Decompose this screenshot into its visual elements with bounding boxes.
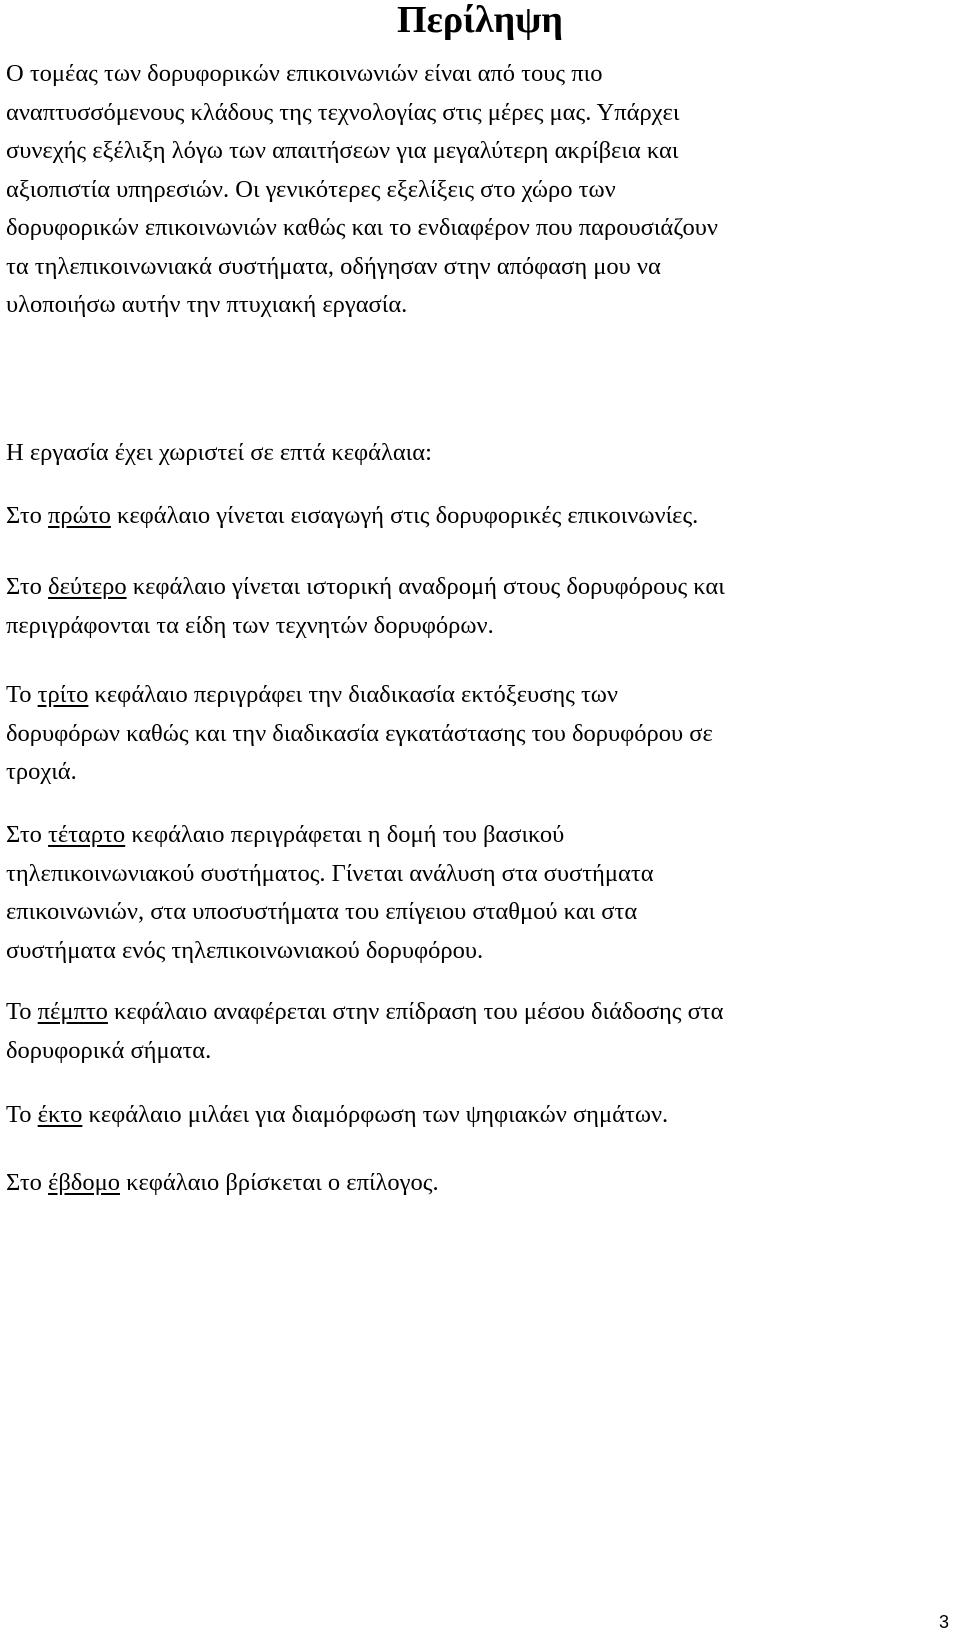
chapter-text-line: συστήματα ενός τηλεπικοινωνιακού δορυφόρου.	[6, 936, 484, 964]
chapter-text-line: επικοινωνιών, στα υποσυστήματα του επίγειου σταθμού και στα	[6, 898, 638, 925]
chapter-5-paragraph	[6, 993, 956, 1070]
page-title: Περίληψη	[397, 0, 563, 41]
intro-line: αξιοπιστία υπηρεσιών. Οι γενικότερες εξελίξεις στο χώρο των	[6, 175, 616, 203]
chapter-text-line: δορυφορικά σήματα.	[6, 1036, 212, 1064]
intro-line: συνεχής εξέλιξη λόγω των απαιτήσεων για μεγαλύτερη ακρίβεια και	[6, 137, 679, 164]
chapter-prefix: Το	[6, 998, 38, 1025]
chapters-intro: Η εργασία έχει χωριστεί σε επτά κεφάλαια:	[6, 439, 432, 466]
chapter-text-line: δορυφόρων καθώς και την διαδικασία εγκατάστασης του δορυφόρου σε	[6, 719, 713, 747]
chapter-text: κεφάλαιο μιλάει για διαμόρφωση των ψηφιακών σημάτων.	[82, 1101, 669, 1128]
intro-line: δορυφορικών επικοινωνιών καθώς και το ενδιαφέρον που παρουσιάζουν	[6, 214, 718, 241]
chapter-ordinal: δεύτερο	[48, 573, 127, 600]
chapter-text: κεφάλαιο περιγράφεται η δομή του βασικού	[125, 821, 565, 848]
chapter-text: κεφάλαιο περιγράφει την διαδικασία εκτόξευσης των	[88, 681, 619, 708]
chapter-text: κεφάλαιο βρίσκεται ο επίλογος.	[119, 1169, 439, 1196]
intro-line: υλοποιήσω αυτήν την πτυχιακή εργασία.	[6, 291, 408, 318]
chapter-prefix: Στο	[6, 573, 49, 600]
chapter-ordinal: πέμπτο	[37, 998, 108, 1025]
intro-line: Ο τομέας των δορυφορικών επικοινωνιών είναι από τους πιο	[6, 60, 603, 87]
chapter-prefix: Το	[6, 1101, 38, 1128]
chapter-text: κεφάλαιο γίνεται ιστορική αναδρομή στους δορυφόρους και	[126, 573, 725, 600]
intro-paragraph	[6, 55, 956, 325]
chapter-ordinal: πρώτο	[48, 502, 111, 529]
chapter-text: κεφάλαιο αναφέρεται στην επίδραση του μέσου διάδοσης στα	[107, 998, 724, 1025]
chapter-prefix: Στο	[6, 1169, 49, 1196]
page-number: 3	[938, 1612, 949, 1632]
chapter-ordinal: έκτο	[37, 1101, 83, 1128]
chapter-1-paragraph	[6, 497, 956, 536]
chapter-3-paragraph	[6, 676, 956, 792]
chapter-prefix: Το	[6, 681, 38, 708]
chapter-2-paragraph	[6, 568, 956, 645]
chapter-prefix: Στο	[6, 821, 49, 848]
chapter-prefix: Στο	[6, 502, 49, 529]
chapter-text: κεφάλαιο γίνεται εισαγωγή στις δορυφορικές επικοινωνίες.	[110, 502, 699, 529]
chapter-7-paragraph	[6, 1164, 956, 1203]
chapter-text-line: τροχιά.	[6, 758, 77, 785]
chapter-4-paragraph	[6, 816, 956, 970]
chapter-ordinal: έβδομο	[48, 1169, 120, 1196]
chapter-ordinal: τρίτο	[37, 681, 89, 708]
chapter-text-line: περιγράφονται τα είδη των τεχνητών δορυφόρων.	[6, 611, 494, 639]
chapter-6-paragraph	[6, 1096, 956, 1135]
chapter-text-line: τηλεπικοινωνιακού συστήματος. Γίνεται ανάλυση στα συστήματα	[6, 859, 654, 887]
chapter-ordinal: τέταρτο	[48, 821, 126, 848]
intro-line: αναπτυσσόμενους κλάδους της τεχνολογίας στις μέρες μας. Υπάρχει	[6, 98, 680, 126]
intro-line: τα τηλεπικοινωνιακά συστήματα, οδήγησαν στην απόφαση μου να	[6, 252, 661, 280]
